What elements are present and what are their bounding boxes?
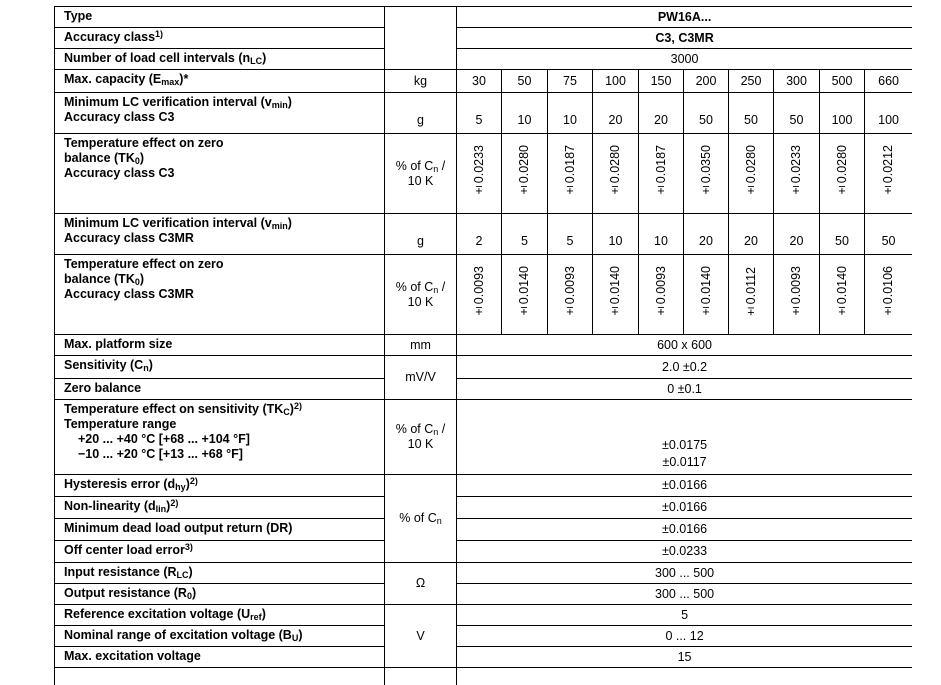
uref-label: Reference excitation voltage $(U_{ref})$	[55, 605, 385, 626]
vmin-c3-unit: g	[385, 93, 457, 134]
vmin-value: 20	[684, 214, 729, 255]
mvv-unit: mV/V	[385, 356, 457, 400]
tk0-value: ±0.0280	[502, 134, 548, 214]
sensitivity-label: Sensitivity $(C_n)$	[55, 356, 385, 379]
capacity-value: 150	[639, 70, 684, 93]
capacity-value: 30	[457, 70, 502, 93]
capacity-value: 250	[729, 70, 774, 93]
tk0-value: ±0.0093	[457, 255, 502, 335]
tkc-value-2: ±0.0117	[662, 455, 707, 469]
cut-off-cell	[457, 668, 913, 685]
vmin-value: 2	[457, 214, 502, 255]
capacity-value: 660	[865, 70, 913, 93]
tk0-value: ±0.0280	[820, 134, 865, 214]
capacity-value: 500	[820, 70, 865, 93]
row-max-excitation	[55, 647, 913, 668]
row-max-capacity	[55, 70, 913, 93]
tk0-value: ±0.0350	[684, 134, 729, 214]
row-tk0-c3	[55, 134, 913, 214]
vmin-value: 5	[502, 214, 548, 255]
cut-off-cell	[55, 668, 385, 685]
vmin-value: 10	[593, 214, 639, 255]
tk0-value: ±0.0280	[593, 134, 639, 214]
vmin-c3mr-unit: g	[385, 214, 457, 255]
tk0-value: ±0.0093	[639, 255, 684, 335]
vmin-value: 20	[639, 93, 684, 134]
tkc-label: Temperature effect on sensitivity $(TK_C)^{2)}$ Temperature range +20 ... +40 °C [+68 ... +104 °F] −10 ... +20 °C [+13 ... +68 °F]	[55, 400, 385, 475]
ohm-unit: Ω	[385, 563, 457, 605]
row-tk0-c3mr	[55, 255, 913, 335]
platform-unit: mm	[385, 335, 457, 356]
vmin-value: 10	[548, 93, 593, 134]
capacity-value: 50	[502, 70, 548, 93]
vmin-value: 100	[820, 93, 865, 134]
accuracy-class-label: Accuracy class$^{1)}$	[55, 28, 385, 49]
row-dead-load-return	[55, 519, 913, 541]
vmin-value: 10	[639, 214, 684, 255]
vmin-value: 10	[502, 93, 548, 134]
emax-unit: kg	[385, 70, 457, 93]
offcenter-label: Off center load error$^{3)}$	[55, 541, 385, 563]
row-accuracy-class	[55, 28, 913, 49]
sensitivity-value: 2.0 ±0.2	[457, 356, 913, 379]
tk0-c3mr-label: Temperature effect on zero balance $(TK_0)$ Accuracy class C3MR	[55, 255, 385, 335]
tk0-c3-unit: % of $C_n$ / 10 K	[385, 134, 457, 214]
vmin-c3-label: Minimum LC verification interval $(v_{min})$ Accuracy class C3	[55, 93, 385, 134]
maxexc-value: 15	[457, 647, 913, 668]
dr-label: Minimum dead load output return (DR)	[55, 519, 385, 541]
dr-value: ±0.0166	[457, 519, 913, 541]
specifications-table	[54, 6, 912, 685]
tk0-value: ±0.0093	[548, 255, 593, 335]
row-input-resistance	[55, 563, 913, 584]
vmin-value: 5	[548, 214, 593, 255]
capacity-value: 75	[548, 70, 593, 93]
cut-off-cell	[385, 668, 457, 685]
row-reference-voltage	[55, 605, 913, 626]
nlc-value: 3000	[457, 49, 913, 70]
row-off-center	[55, 541, 913, 563]
r0-value: 300 ... 500	[457, 584, 913, 605]
tk0-value: ±0.0233	[457, 134, 502, 214]
emax-label: Max. capacity $(E_{max})*$	[55, 70, 385, 93]
type-label: Type	[55, 7, 385, 28]
row-sensitivity	[55, 356, 913, 379]
row-excitation-range	[55, 626, 913, 647]
capacity-value: 100	[593, 70, 639, 93]
bu-value: 0 ... 12	[457, 626, 913, 647]
row-hysteresis	[55, 475, 913, 497]
maxexc-label: Max. excitation voltage	[55, 647, 385, 668]
row-load-cell-intervals	[55, 49, 913, 70]
tkc-value-1: ±0.0175	[662, 438, 708, 452]
unit-cell	[385, 7, 457, 28]
vmin-value: 20	[729, 214, 774, 255]
accuracy-class-value: C3, C3MR	[457, 28, 913, 49]
zero-balance-label: Zero balance	[55, 379, 385, 400]
tk0-value: ±0.0233	[774, 134, 820, 214]
tk0-c3mr-unit: % of $C_n$ / 10 K	[385, 255, 457, 335]
tkc-values	[457, 400, 913, 475]
vmin-value: 20	[593, 93, 639, 134]
row-non-linearity	[55, 497, 913, 519]
capacity-value: 200	[684, 70, 729, 93]
tkc-unit: % of $C_n$ / 10 K	[385, 400, 457, 475]
platform-value: 600 x 600	[457, 335, 913, 356]
zero-balance-value: 0 ±0.1	[457, 379, 913, 400]
vmin-value: 50	[684, 93, 729, 134]
unit-cell	[385, 28, 457, 49]
vmin-value: 50	[729, 93, 774, 134]
nlc-label: Number of load cell intervals $(n_{LC})$	[55, 49, 385, 70]
row-type	[55, 7, 913, 28]
vmin-value: 20	[774, 214, 820, 255]
tk0-value: ±0.0187	[548, 134, 593, 214]
vmin-value: 50	[820, 214, 865, 255]
platform-label: Max. platform size	[55, 335, 385, 356]
row-zero-balance	[55, 379, 913, 400]
rlc-value: 300 ... 500	[457, 563, 913, 584]
vmin-value: 50	[774, 93, 820, 134]
vmin-value: 50	[865, 214, 913, 255]
tk0-value: ±0.0140	[820, 255, 865, 335]
rlc-label: Input resistance $(R_{LC})$	[55, 563, 385, 584]
row-vmin-c3mr	[55, 214, 913, 255]
tk0-value: ±0.0212	[865, 134, 913, 214]
vmin-value: 100	[865, 93, 913, 134]
vmin-value: 5	[457, 93, 502, 134]
nonlin-value: ±0.0166	[457, 497, 913, 519]
spec-sheet	[54, 6, 912, 685]
offcenter-value: ±0.0233	[457, 541, 913, 563]
capacity-value: 300	[774, 70, 820, 93]
hysteresis-value: ±0.0166	[457, 475, 913, 497]
tk0-c3-label: Temperature effect on zero balance $(TK_0)$ Accuracy class C3	[55, 134, 385, 214]
tk0-value: ±0.0140	[684, 255, 729, 335]
tk0-value: ±0.0112	[729, 255, 774, 335]
tk0-value: ±0.0280	[729, 134, 774, 214]
bu-label: Nominal range of excitation voltage $(B_U)$	[55, 626, 385, 647]
row-platform-size	[55, 335, 913, 356]
tk0-value: ±0.0187	[639, 134, 684, 214]
row-output-resistance	[55, 584, 913, 605]
tk0-value: ±0.0093	[774, 255, 820, 335]
nonlin-label: Non-linearity $(d_{lin})^{2)}$	[55, 497, 385, 519]
vmin-c3mr-label: Minimum LC verification interval $(v_{min})$ Accuracy class C3MR	[55, 214, 385, 255]
unit-cell	[385, 49, 457, 70]
row-vmin-c3	[55, 93, 913, 134]
uref-value: 5	[457, 605, 913, 626]
r0-label: Output resistance $(R_0)$	[55, 584, 385, 605]
tk0-value: ±0.0106	[865, 255, 913, 335]
tk0-value: ±0.0140	[593, 255, 639, 335]
type-value: PW16A...	[457, 7, 913, 28]
v-unit: V	[385, 605, 457, 668]
row-cut-off	[55, 668, 913, 685]
pct-unit: % of $C_n$	[385, 475, 457, 563]
hysteresis-label: Hysteresis error $(d_{hy})^{2)}$	[55, 475, 385, 497]
row-tkc	[55, 400, 913, 475]
tk0-value: ±0.0140	[502, 255, 548, 335]
